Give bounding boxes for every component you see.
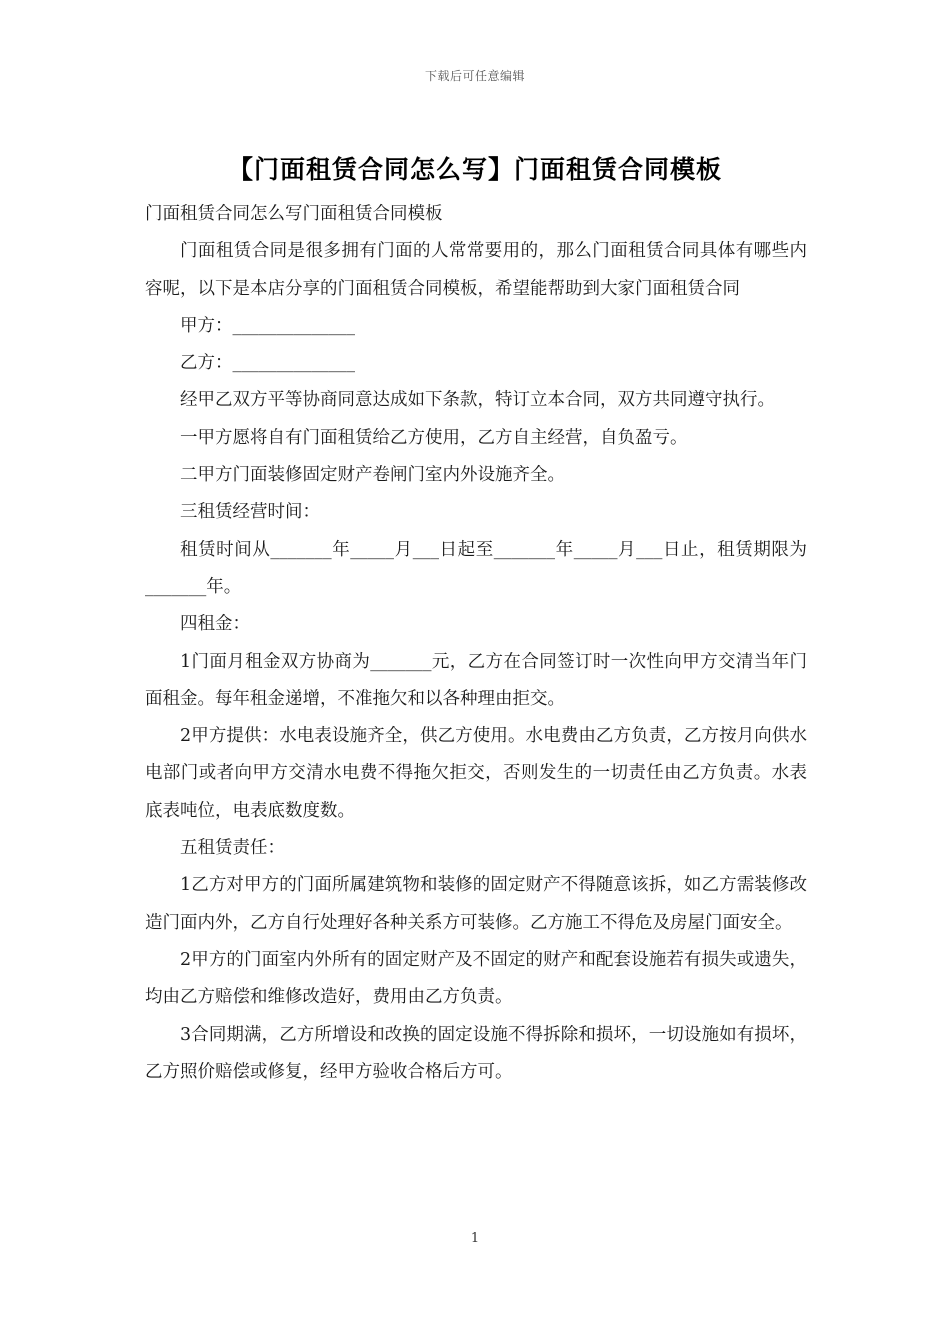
party-a-line: 甲方：______________ <box>180 315 355 336</box>
subtitle-paragraph: 门面租赁合同怎么写门面租赁合同模板 <box>145 204 443 224</box>
agreement-paragraph: 经甲乙双方平等协商同意达成如下条款，特订立本合同，双方共同遵守执行。 <box>180 390 775 411</box>
page-header-note: 下载后可任意编辑 <box>424 69 525 83</box>
intro-paragraph: 门面租赁合同是很多拥有门面的人常常要用的，那么门面租赁合同具体有哪些内容呢，以下是本店分享的门面租赁合同模板，希望能帮助到大家门面租赁合同 <box>145 241 807 299</box>
document-title: 【门面租赁合同怎么写】门面租赁合同模板 <box>227 155 722 184</box>
lease-period-paragraph: 租赁时间从_______年_____月___日起至_______年_____月___日止，租赁期限为_______年。 <box>145 539 807 597</box>
clause-5-heading: 五租赁责任： <box>180 838 285 859</box>
responsibility-item-2: 2甲方的门面室内外所有的固定财产及不固定的财产和配套设施若有损失或遗失，均由乙方赔偿和维修改造好，费用由乙方负责。 <box>145 949 807 1008</box>
clause-3-heading: 三租赁经营时间： <box>180 502 320 523</box>
document-body <box>145 196 807 1091</box>
rent-item-2: 2甲方提供：水电表设施齐全，供乙方使用。水电费由乙方负责，乙方按月向供水电部门或者向甲方交清水电费不得拖欠拒交，否则发生的一切责任由乙方负责。水表底表吨位，电表底数度数。 <box>145 726 807 821</box>
rent-item-1: 1门面月租金双方协商为_______元，乙方在合同签订时一次性向甲方交清当年门面租金。每年租金递增，不准拖欠和以各种理由拒交。 <box>145 651 807 709</box>
page-number: 1 <box>470 1231 480 1246</box>
party-b-line: 乙方：______________ <box>180 353 355 374</box>
clause-4-heading: 四租金： <box>180 614 250 635</box>
clause-1-paragraph: 一甲方愿将自有门面租赁给乙方使用，乙方自主经营，自负盈亏。 <box>180 427 688 448</box>
responsibility-item-1: 1乙方对甲方的门面所属建筑物和装修的固定财产不得随意该拆，如乙方需装修改造门面内外，乙方自行处理好各种关系方可装修。乙方施工不得危及房屋门面安全。 <box>145 875 807 933</box>
responsibility-item-3: 3合同期满，乙方所增设和改换的固定设施不得拆除和损坏，一切设施如有损坏，乙方照价赔偿或修复，经甲方验收合格后方可。 <box>145 1024 807 1082</box>
clause-2-paragraph: 二甲方门面装修固定财产卷闸门室内外设施齐全。 <box>180 465 565 486</box>
